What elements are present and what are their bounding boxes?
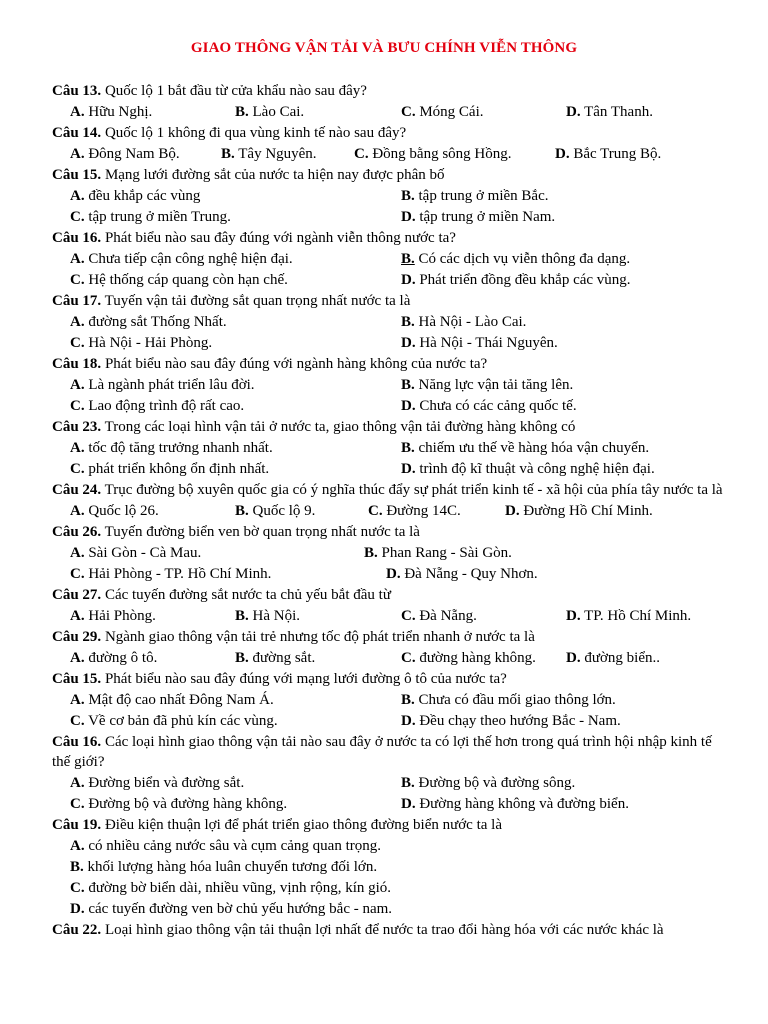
label-key: D. <box>70 900 85 917</box>
label-key: A. <box>70 251 85 267</box>
option <box>70 459 269 480</box>
label-key: B. <box>235 104 249 120</box>
label-key: D. <box>401 398 416 414</box>
label-key: Câu 22. <box>52 921 102 938</box>
text: Đều chạy theo hướng Bắc - Nam. <box>419 712 621 729</box>
text: Chưa có đầu mối giao thông lớn. <box>418 691 616 708</box>
option-row <box>52 773 732 794</box>
option <box>401 794 629 815</box>
text: Đường 14C. <box>386 502 461 519</box>
label-key: Câu 23. <box>52 419 102 435</box>
label-key: D. <box>386 565 401 582</box>
option-row <box>52 857 732 878</box>
label-key: B. <box>235 502 249 519</box>
option-row <box>52 459 732 480</box>
option <box>70 794 287 815</box>
option <box>70 878 391 899</box>
label-key: C. <box>70 461 85 477</box>
option-row <box>52 102 732 123</box>
label-key: C. <box>70 398 85 414</box>
text: Đông Nam Bộ. <box>88 146 180 162</box>
option <box>70 711 278 732</box>
option-row <box>52 690 732 711</box>
label-key: Câu 15. <box>52 670 102 687</box>
option <box>401 102 484 123</box>
label-key: B. <box>401 440 415 456</box>
text: Tân Thanh. <box>584 104 653 120</box>
label-key: Câu 18. <box>52 356 102 372</box>
option <box>70 857 377 878</box>
text: Đà Nẵng. <box>419 607 477 624</box>
option-row <box>52 543 732 564</box>
label-key: C. <box>70 335 85 351</box>
label-key: B. <box>401 377 415 393</box>
option-row <box>52 270 732 291</box>
text: đều khắp các vùng <box>88 188 201 204</box>
label-key: A. <box>70 837 85 854</box>
text: Các tuyến đường sắt nước ta chủ yếu bắt đầu từ <box>104 586 391 603</box>
label-key: D. <box>401 209 416 225</box>
option <box>566 606 691 627</box>
label-key: C. <box>401 104 416 120</box>
option <box>70 606 156 627</box>
label-key: Câu 26. <box>52 523 102 540</box>
label-key: Câu 15. <box>52 167 102 183</box>
option <box>401 606 477 627</box>
question-stem <box>52 480 732 501</box>
text: Lao động trình độ rất cao. <box>88 398 245 414</box>
option <box>401 207 555 228</box>
option <box>70 543 201 564</box>
option <box>505 501 653 522</box>
option <box>401 396 577 417</box>
option <box>70 144 180 165</box>
text: tập trung ở miền Trung. <box>88 209 231 225</box>
option-row <box>52 186 732 207</box>
option <box>235 648 315 669</box>
label-key: D. <box>401 272 416 288</box>
text: Quốc lộ 26. <box>88 502 159 519</box>
label-key: C. <box>70 565 85 582</box>
option <box>401 459 655 480</box>
option <box>70 312 227 333</box>
page-title: GIAO THÔNG VẬN TẢI VÀ BƯU CHÍNH VIỄN THÔNG <box>190 40 578 56</box>
option <box>401 375 573 396</box>
label-key: D. <box>401 461 416 477</box>
label-key: A. <box>70 649 85 666</box>
option <box>221 144 317 165</box>
option <box>70 186 200 207</box>
option <box>386 564 538 585</box>
label-key: C. <box>368 502 383 519</box>
text: chiếm ưu thế về hàng hóa vận chuyển. <box>418 440 650 456</box>
label-key: Câu 27. <box>52 586 102 603</box>
text: Hải Phòng. <box>88 607 156 624</box>
text: Là ngành phát triển lâu đời. <box>88 377 255 393</box>
option <box>70 333 212 354</box>
option-row <box>52 648 732 669</box>
label-key: A. <box>70 314 85 330</box>
question-stem <box>52 123 732 144</box>
label-key: B. <box>70 858 84 875</box>
option-row <box>52 899 732 920</box>
label-key: A. <box>70 502 85 519</box>
option <box>364 543 512 564</box>
text: Hà Nội - Lào Cai. <box>418 314 527 330</box>
label-key: Câu 19. <box>52 816 102 833</box>
option <box>566 648 660 669</box>
option <box>70 102 152 123</box>
text: Tuyến vận tải đường sắt quan trọng nhất nước ta là <box>104 293 411 309</box>
label-key: B. <box>235 649 249 666</box>
text: tốc độ tăng trưởng nhanh nhất. <box>88 440 273 456</box>
text: Đồng bằng sông Hồng. <box>372 146 512 162</box>
label-key: C. <box>70 795 85 812</box>
option <box>70 396 244 417</box>
option <box>401 773 575 794</box>
option <box>70 899 392 920</box>
text: Phát biểu nào sau đây đúng với mạng lưới đường ô tô của nước ta? <box>104 670 507 687</box>
text: tập trung ở miền Nam. <box>419 209 556 225</box>
label-key: D. <box>401 712 416 729</box>
option <box>70 690 274 711</box>
label-key: D. <box>401 795 416 812</box>
label-key: A. <box>70 146 85 162</box>
option <box>235 606 300 627</box>
label-key: A. <box>70 188 85 204</box>
text: Hữu Nghị. <box>88 104 153 120</box>
question-stem <box>52 165 732 186</box>
question-stem <box>52 228 732 249</box>
label-key: B. <box>401 314 415 330</box>
text: đường sắt. <box>252 649 316 666</box>
text: Đà Nẵng - Quy Nhơn. <box>404 565 538 582</box>
label-key: B. <box>401 188 415 204</box>
option-row <box>52 249 732 270</box>
option <box>70 375 255 396</box>
text: Bắc Trung Bộ. <box>573 146 662 162</box>
label-key: B. <box>401 251 415 267</box>
option <box>70 249 293 270</box>
text: Hà Nội. <box>252 607 301 624</box>
text: Hải Phòng - TP. Hồ Chí Minh. <box>88 565 272 582</box>
question-label: Câu 13. <box>52 83 102 99</box>
text: Năng lực vận tải tăng lên. <box>418 377 574 393</box>
question-stem <box>52 354 732 375</box>
option-row <box>52 564 732 585</box>
option-row <box>52 396 732 417</box>
text: Chưa tiếp cận công nghệ hiện đại. <box>88 251 293 267</box>
option <box>401 249 630 270</box>
text: Ngành giao thông vận tải trẻ nhưng tốc độ phát triển nhanh ở nước ta là <box>104 628 535 645</box>
label-key: D. <box>401 335 416 351</box>
option <box>401 333 558 354</box>
text: Quốc lộ 9. <box>252 502 316 519</box>
text: đường biển.. <box>584 649 660 666</box>
option-row <box>52 836 732 857</box>
question-stem <box>52 585 732 606</box>
option-row <box>52 438 732 459</box>
option <box>70 501 159 522</box>
text: Phát triển đồng đều khắp các vùng. <box>419 272 631 288</box>
option-row <box>52 144 732 165</box>
option <box>401 438 649 459</box>
text: Trục đường bộ xuyên quốc gia có ý nghĩa thúc đẩy sự phát triển kinh tế - xã hội của phía tây nước ta là <box>104 482 723 498</box>
text: các tuyến đường ven bờ chủ yếu hướng bắc - nam. <box>88 900 393 917</box>
option <box>401 312 526 333</box>
text: Đường biển và đường sắt. <box>88 774 245 791</box>
option <box>70 270 288 291</box>
label-key: B. <box>235 607 249 624</box>
option-row <box>52 711 732 732</box>
option <box>566 102 653 123</box>
option-row <box>52 312 732 333</box>
question-stem <box>52 815 732 836</box>
text: phát triển không ổn định nhất. <box>88 461 270 477</box>
option <box>70 207 231 228</box>
label-key: B. <box>401 774 415 791</box>
label-key: A. <box>70 544 85 561</box>
option <box>235 501 315 522</box>
label-key: D. <box>566 649 581 666</box>
text: khối lượng hàng hóa luân chuyển tương đối lớn. <box>87 858 378 875</box>
option <box>354 144 512 165</box>
question-stem <box>52 417 732 438</box>
text: đường hàng không. <box>419 649 536 666</box>
text: Đường bộ và đường sông. <box>418 774 576 791</box>
text: Đường bộ và đường hàng không. <box>88 795 288 812</box>
option <box>70 836 381 857</box>
text: Chưa có các cảng quốc tế. <box>419 398 577 414</box>
option-row <box>52 606 732 627</box>
text: Mật độ cao nhất Đông Nam Á. <box>88 691 274 708</box>
text: Đường Hồ Chí Minh. <box>523 502 653 519</box>
text: TP. Hồ Chí Minh. <box>584 607 692 624</box>
text: Phát biểu nào sau đây đúng với ngành viễn thông nước ta? <box>104 230 456 246</box>
label-key: B. <box>401 691 415 708</box>
text: Hệ thống cáp quang còn hạn chế. <box>88 272 288 288</box>
text: Móng Cái. <box>419 104 484 120</box>
text: Điều kiện thuận lợi để phát triển giao thông đường biển nước ta là <box>104 816 502 833</box>
text: Về cơ bản đã phủ kín các vùng. <box>88 712 278 729</box>
option <box>401 690 616 711</box>
option-row <box>52 207 732 228</box>
label-key: Câu 17. <box>52 293 102 309</box>
question-stem <box>52 732 732 773</box>
question-stem <box>52 627 732 648</box>
text: Trong các loại hình vận tải ở nước ta, giao thông vận tải đường hàng không có <box>104 419 576 435</box>
label-key: A. <box>70 691 85 708</box>
label-key: Câu 16. <box>52 733 102 750</box>
text: Sài Gòn - Cà Mau. <box>88 544 202 561</box>
question-stem <box>52 669 732 690</box>
option <box>70 564 271 585</box>
label-key: A. <box>70 774 85 791</box>
option-row <box>52 794 732 815</box>
text: Đường hàng không và đường biển. <box>419 795 629 812</box>
label-key: Câu 14. <box>52 125 102 141</box>
label-key: A. <box>70 440 85 456</box>
text: Tây Nguyên. <box>238 146 317 162</box>
option <box>401 648 536 669</box>
text: Tuyến đường biển ven bờ quan trọng nhất nước ta là <box>104 523 420 540</box>
question-stem <box>52 81 732 102</box>
option-row <box>52 878 732 899</box>
option <box>555 144 661 165</box>
option-row <box>52 333 732 354</box>
text: Quốc lộ 1 không đi qua vùng kinh tế nào sau đây? <box>104 125 407 141</box>
option <box>401 270 631 291</box>
label-key: C. <box>70 879 85 896</box>
text: có nhiều cảng nước sâu và cụm cảng quan trọng. <box>88 837 381 854</box>
text: Hà Nội - Thái Nguyên. <box>419 335 558 351</box>
label-key: A. <box>70 377 85 393</box>
option <box>401 186 549 207</box>
text: Mạng lưới đường sắt của nước ta hiện nay được phân bố <box>104 167 445 183</box>
label-key: B. <box>221 146 235 162</box>
option <box>70 648 157 669</box>
question-list <box>52 81 732 940</box>
text: đường bờ biển dài, nhiều vũng, vịnh rộng, kín gió. <box>88 879 392 896</box>
label-key: D. <box>566 104 581 120</box>
label-key: C. <box>401 649 416 666</box>
label-key: Câu 29. <box>52 628 102 645</box>
option <box>235 102 304 123</box>
option <box>401 711 621 732</box>
text: trình độ kĩ thuật và công nghệ hiện đại. <box>419 461 655 477</box>
label-key: Câu 24. <box>52 482 102 498</box>
label-key: Câu 16. <box>52 230 102 246</box>
label-key: C. <box>401 607 416 624</box>
option-row <box>52 375 732 396</box>
text: Các loại hình giao thông vận tải nào sau đây ở nước ta có lợi thế hơn trong quá trình hội nhập kinh tế thế giới? <box>52 733 712 770</box>
label-key: D. <box>505 502 520 519</box>
text: Loại hình giao thông vận tải thuận lợi nhất để nước ta trao đổi hàng hóa với các nước khác là <box>104 921 664 938</box>
question-stem <box>52 920 732 941</box>
label-key: D. <box>555 146 570 162</box>
label-key: C. <box>70 209 85 225</box>
text: Hà Nội - Hải Phòng. <box>88 335 213 351</box>
text: Lào Cai. <box>252 104 305 120</box>
label-key: D. <box>566 607 581 624</box>
question-stem <box>52 522 732 543</box>
option <box>70 438 273 459</box>
label-key: A. <box>70 607 85 624</box>
label-key: B. <box>364 544 378 561</box>
text: Có các dịch vụ viễn thông đa dạng. <box>418 251 631 267</box>
text: Phan Rang - Sài Gòn. <box>381 544 512 561</box>
question-stem <box>52 291 732 312</box>
text: đường ô tô. <box>88 649 158 666</box>
label-key: C. <box>70 272 85 288</box>
text: đường sắt Thống Nhất. <box>88 314 227 330</box>
option-row <box>52 501 732 522</box>
option <box>70 773 244 794</box>
option <box>368 501 461 522</box>
question-text: Quốc lộ 1 bắt đầu từ cửa khẩu nào sau đây? <box>104 83 367 99</box>
label-key: A. <box>70 104 85 120</box>
label-key: C. <box>354 146 369 162</box>
text: Phát biểu nào sau đây đúng với ngành hàng không của nước ta? <box>104 356 488 372</box>
text: tập trung ở miền Bắc. <box>418 188 549 204</box>
label-key: C. <box>70 712 85 729</box>
